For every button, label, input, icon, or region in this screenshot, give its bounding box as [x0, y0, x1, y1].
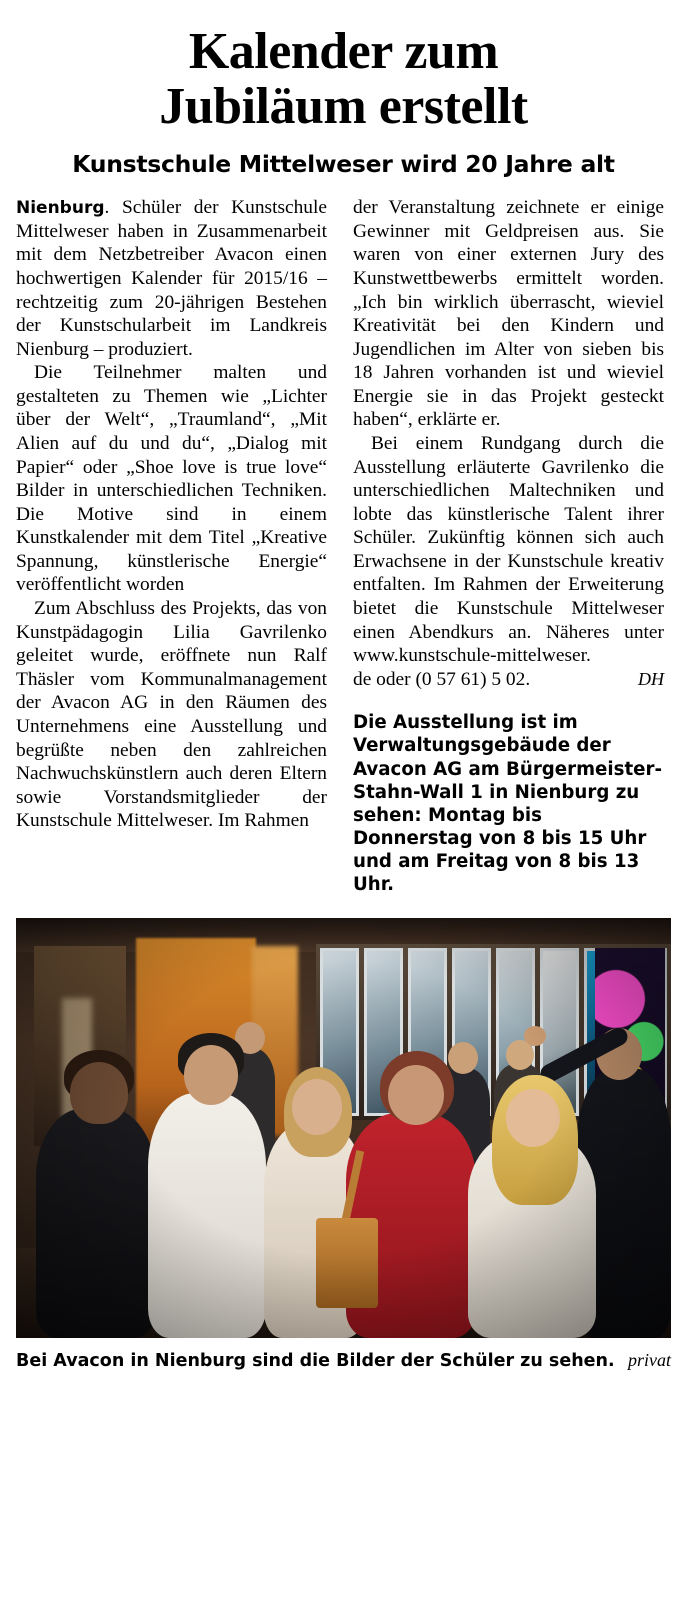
dateline: Nienburg — [16, 198, 105, 219]
paragraph-lead-rest: . Schüler der Kunstschule Mittelweser haben in Zusammenarbeit mit dem Netzbetreiber Avacon einen hochwertigen Kalender für 2015/16 – rechtzeitig zum 20-jährigen Bestehen der Kunstschularbeit im Landkreis Nienburg – produziert. — [16, 197, 327, 360]
photo-caption: Bei Avacon in Nienburg sind die Bilder der Schüler zu sehen. — [16, 1351, 615, 1372]
page-title — [16, 24, 671, 134]
paragraph-3: Zum Abschluss des Projekts, das von Kunstpädagogin Lilia Gavrilenko geleitet wurde, eröffnete nun Ralf Thäsler vom Kommunalmanagement der Avacon AG in den Räumen des Unternehmens eine Ausstellung und begrüßte neben den zahlreichen Nachwuchskünstlern auch deren Eltern sowie Vorstandsmitglieder der Kunstschule Mittelweser. Im Rahmen — [16, 598, 327, 832]
article-photo — [16, 918, 671, 1338]
subheadline: Kunstschule Mittelweser wird 20 Jahre alt — [72, 150, 615, 179]
article-columns — [16, 196, 671, 896]
contact-line: de oder (0 57 61) 5 02. — [353, 668, 531, 690]
info-box: Die Ausstellung ist im Verwaltungsgebäude der Avacon AG am Bürgermeister-Stahn-Wall 1 in Nienburg zu sehen: Montag bis Donnerstag von 8 bis 15 Uhr und am Freitag von 8 bis 13 Uhr. — [353, 712, 663, 896]
photo-credit: privat — [628, 1350, 671, 1371]
column-left — [16, 196, 327, 896]
author-initials: DH — [638, 668, 664, 689]
paragraph-5: Bei einem Rundgang durch die Ausstellung erläuterte Gavrilenko die unterschiedlichen Maltechniken und lobte das künstlerische Talent ihrer Schüler. Zukünftig können sich auch Erwachsene in der Kunstschule kreativ entfalten. Im Rahmen der Erweiterung bietet die Kunstschule Mittelweser einen Abendkurs an. Näheres unter www.kunstschule-mittelweser. — [353, 433, 664, 667]
paragraph-4: der Veranstaltung zeichnete er einige Gewinner mit Geldpreisen aus. Sie waren von einer externen Jury des Kunstwettbewerbs ermittelt worden. „Ich bin wirklich überrascht, wieviel Kreativität bei den Kindern und Jugendlichen im Alter von sieben bis 18 Jahren vorhanden ist und wieviel Energie sie in das Projekt gesteckt haben“, erklärte er. — [353, 197, 664, 431]
headline-line-2: Jubiläum erstellt — [159, 78, 528, 136]
column-right — [353, 196, 664, 896]
photo-block — [16, 918, 671, 1381]
column-right-text — [353, 196, 664, 691]
photo-caption-row — [16, 1350, 671, 1381]
paragraph-lead — [16, 196, 327, 361]
paragraph-2: Die Teilnehmer malten und gestalteten zu Themen wie „Lichter über der Welt“, „Traumland“, „Mit Alien auf du und du“, „Dialog mit Papier“ oder „Shoe love is true love“ Bilder in unterschiedlichen Techniken. Die Motive sind in einem Kunstkalender mit dem Titel „Kreative Spannung, künstlerische Energie“ veröffentlicht worden — [16, 362, 327, 596]
paragraph-5-tail-row — [353, 668, 664, 692]
photo-vignette — [16, 918, 671, 1338]
headline-line-1: Kalender zum — [188, 23, 499, 80]
column-left-text — [16, 196, 327, 833]
